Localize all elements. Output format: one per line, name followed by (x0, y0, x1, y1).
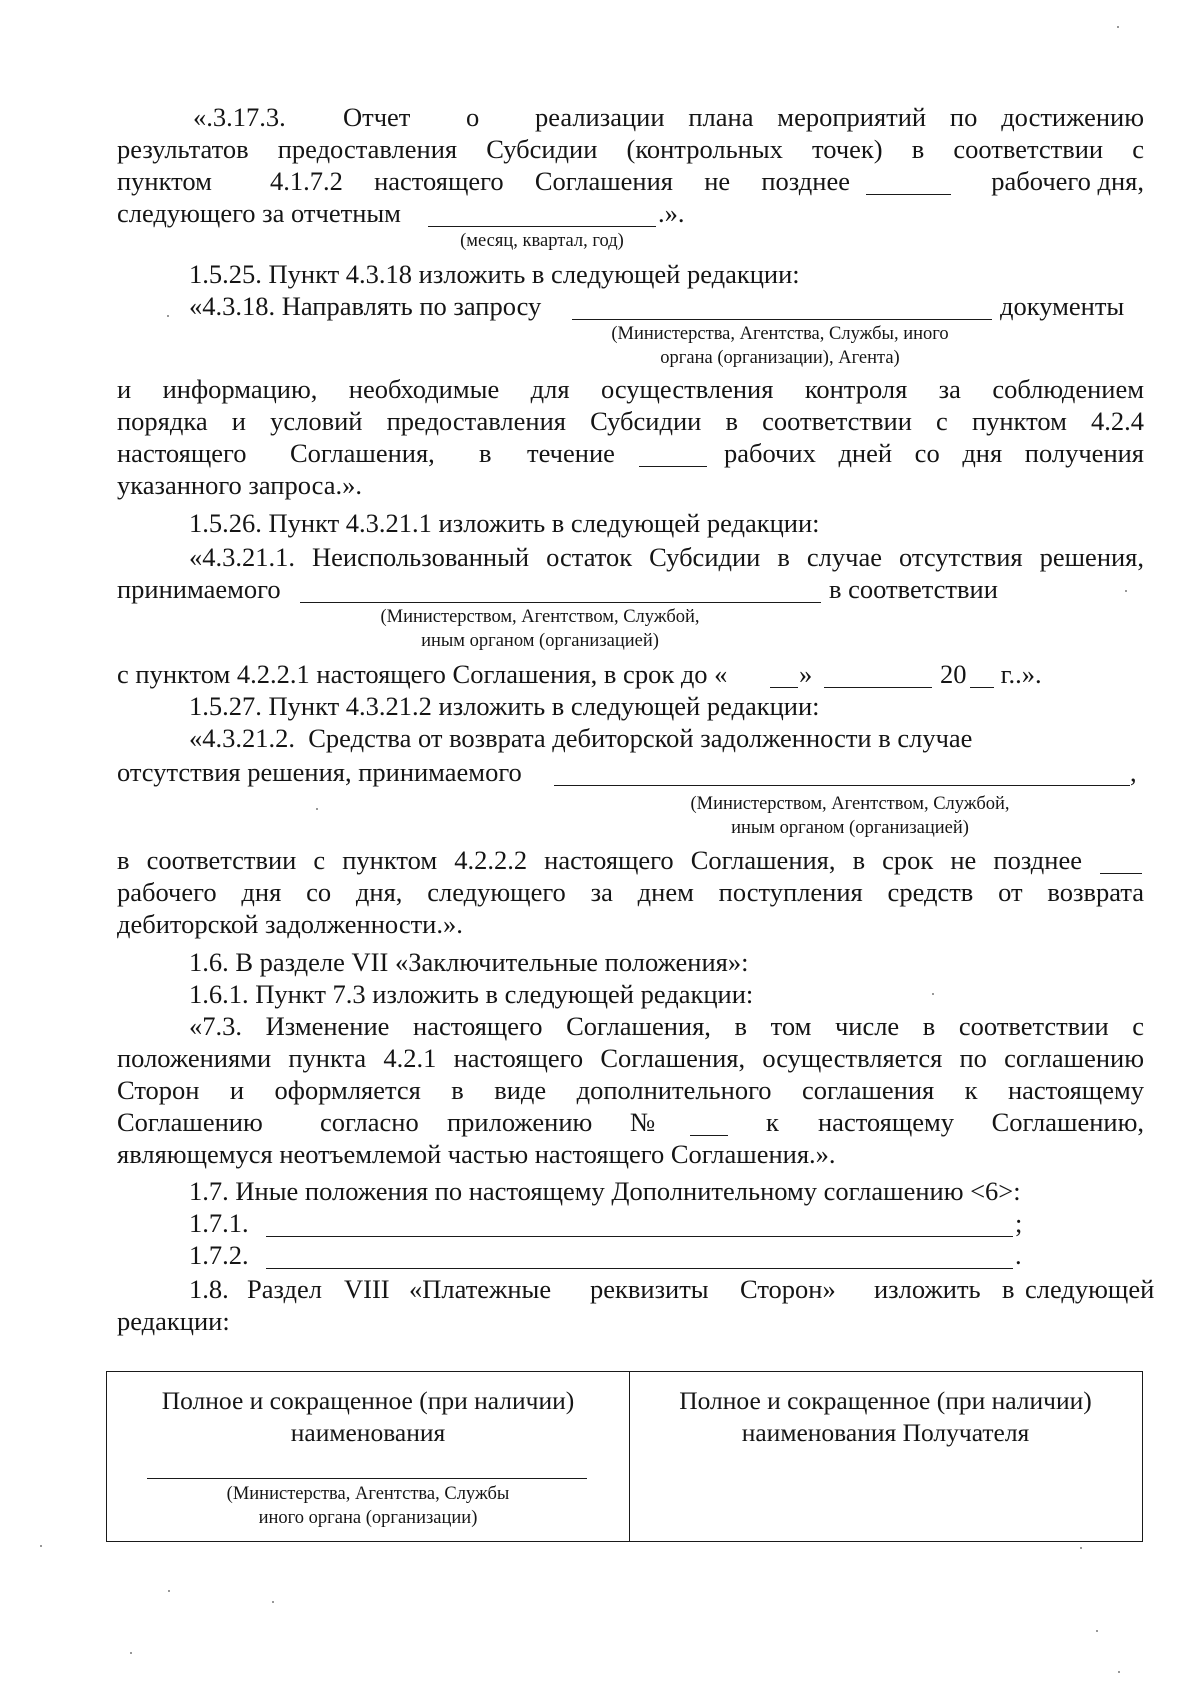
p3-caption-1: (Министерством, Агентством, Службой, (380, 607, 700, 627)
p5-heading-2: 1.6.1. Пункт 7.3 изложить в следующей редакции: (189, 979, 754, 1009)
p6-item1-label: 1.7.1. (189, 1208, 249, 1238)
p4-line4: рабочего дня со дня, следующего за днем поступления средств от возврата (117, 877, 1144, 907)
p2-line1-pre: «4.3.18. Направлять по запросу (189, 291, 542, 321)
p4-line2-pre: отсутствия решения, принимаемого (117, 757, 522, 787)
scan-speck (40, 1545, 42, 1547)
p5-body-3: Сторон и оформляется в виде дополнительного соглашения к настоящему (117, 1075, 1144, 1105)
p5-line4-w6: настоящему (818, 1107, 955, 1137)
p2-body-2: порядка и условий предоставления Субсидии в соответствии с пунктом 4.2.4 (117, 406, 1144, 436)
p2-line3-w2: Соглашения, (290, 438, 435, 468)
p5-body-2: положениями пункта 4.2.1 настоящего Соглашения, осуществляется по соглашению (117, 1043, 1144, 1073)
left-cell-caption-1: (Министерства, Агентства, Службы (226, 1484, 510, 1504)
p4-caption-2: иным органом (организацией) (731, 818, 969, 838)
scan-speck (1117, 26, 1119, 28)
p7-line2: редакции: (117, 1306, 230, 1336)
p5-line4-w3: приложению (447, 1107, 593, 1137)
p1-w2: Отчет (343, 102, 411, 132)
p7-w5: реквизиты (590, 1274, 709, 1304)
p7-w1: 1.8. (189, 1274, 229, 1304)
p4-line3: в соответствии с пунктом 4.2.2.2 настоящего Соглашения, в срок не позднее (117, 845, 1082, 875)
p1-line4-post: .». (658, 198, 685, 228)
p5-line4-w2: согласно (320, 1107, 419, 1137)
p3-line3-day-blank (770, 687, 798, 688)
left-cell-line-2: наименования (290, 1418, 446, 1447)
p7-w6: Сторон» (740, 1274, 836, 1304)
p7-w8: в (1002, 1274, 1015, 1304)
p5-body-1: «7.3. Изменение настоящего Соглашения, в том числе в соответствии с (189, 1011, 1144, 1041)
p3-line3-month-blank (824, 687, 932, 688)
p1-w1: «.3.17.3. (193, 102, 286, 132)
p1-line3-w4: рабочего дня, (991, 166, 1144, 196)
p2-line1-blank (572, 319, 992, 320)
scan-speck (167, 315, 169, 317)
p2-caption-1: (Министерства, Агентства, Службы, иного (611, 324, 949, 344)
p1-caption: (месяц, квартал, год) (460, 231, 624, 251)
p2-line3-blank (639, 466, 707, 467)
scan-speck (932, 993, 934, 995)
p7-w9: следующей (1025, 1274, 1155, 1304)
p6-item2-end: . (1015, 1240, 1022, 1270)
p4-heading: 1.5.27. Пункт 4.3.21.2 изложить в следующей редакции: (189, 691, 820, 721)
p2-line3-w1: настоящего (117, 438, 247, 468)
left-cell-caption-2: иного органа (организации) (258, 1508, 478, 1528)
p1-line3-w1: пунктом (117, 166, 212, 196)
left-cell-line-1: Полное и сокращенное (при наличии) (161, 1386, 575, 1415)
p7-w3: VIII (344, 1274, 390, 1304)
p5-line4-w7: Соглашению, (991, 1107, 1144, 1137)
p1-line2: результатов предоставления Субсидии (контрольных точек) в соответствии с (117, 134, 1144, 164)
p5-line4-blank (690, 1135, 728, 1136)
p3-line3-year-blank (970, 687, 994, 688)
scan-speck (272, 1601, 274, 1603)
p3-line3-d: г..». (994, 659, 1042, 689)
scan-speck (1118, 1671, 1120, 1673)
p4-line3-blank (1100, 873, 1142, 874)
p1-line3-blank (866, 194, 951, 195)
p6-item1-blank (266, 1236, 1013, 1237)
p5-last: являющемуся неотъемлемой частью настоящего Соглашения.». (117, 1139, 836, 1169)
p7-w7: изложить (874, 1274, 981, 1304)
p1-line4-pre: следующего за отчетным (117, 198, 401, 228)
scan-speck (1080, 1547, 1082, 1549)
p2-last: указанного запроса.». (117, 470, 362, 500)
scan-speck (1096, 1630, 1098, 1632)
scan-speck (1125, 590, 1127, 592)
p1-w3: о (466, 102, 480, 132)
p3-line1: «4.3.21.1. Неиспользованный остаток Субсидии в случае отсутствия решения, (189, 542, 1144, 572)
p2-body-1: и информацию, необходимые для осуществления контроля за соблюдением (117, 374, 1144, 404)
p2-line1-post: документы (1000, 291, 1125, 321)
p4-line5: дебиторской задолженности.». (117, 909, 463, 939)
p3-line3-a: с пунктом 4.2.2.1 настоящего Соглашения, в срок до « (117, 659, 728, 689)
p2-line3-w5: рабочих дней со дня получения (724, 438, 1144, 468)
p5-line4-w1: Соглашению (117, 1107, 263, 1137)
scan-speck (130, 1652, 132, 1654)
left-cell-blank (147, 1478, 587, 1479)
p3-heading: 1.5.26. Пункт 4.3.21.1 изложить в следующей редакции: (189, 508, 820, 538)
p6-item2-label: 1.7.2. (189, 1240, 249, 1270)
p6-heading: 1.7. Иные положения по настоящему Дополнительному соглашению <6>: (189, 1176, 1021, 1206)
p4-line2-blank (554, 785, 1130, 786)
p1-line4-blank (428, 226, 656, 227)
p1-w4: реализации плана мероприятий по достижению (535, 102, 1144, 132)
p6-item2-blank (266, 1268, 1013, 1269)
p1-line3-w2: 4.1.7.2 настоящего Соглашения не позднее (270, 166, 850, 196)
p7-w2: Раздел (247, 1274, 322, 1304)
p5-line4-w4: № (630, 1107, 656, 1137)
p5-line4-w5: к (766, 1107, 779, 1137)
p6-item1-end: ; (1015, 1208, 1023, 1238)
p3-line2-blank (300, 602, 821, 603)
p4-caption-1: (Министерством, Агентством, Службой, (690, 794, 1010, 814)
p4-line2-post: , (1130, 757, 1137, 787)
p3-line3-c: 20 (940, 659, 967, 689)
p3-line2-pre: принимаемого (117, 574, 281, 604)
p5-heading-1: 1.6. В разделе VII «Заключительные положения»: (189, 947, 749, 977)
p2-heading: 1.5.25. Пункт 4.3.18 изложить в следующей редакции: (189, 259, 800, 289)
right-cell-line-2: наименования Получателя (741, 1418, 1030, 1447)
right-cell-line-1: Полное и сокращенное (при наличии) (679, 1386, 1092, 1415)
scan-speck (316, 808, 318, 810)
p3-line2-post: в соответствии (829, 574, 998, 604)
requisites-table (106, 1371, 1143, 1542)
p2-caption-2: органа (организации), Агента) (660, 348, 900, 368)
p2-line3-w3: в (479, 438, 492, 468)
p7-w4: «Платежные (409, 1274, 552, 1304)
p3-line3-b: » (799, 659, 813, 689)
p3-caption-2: иным органом (организацией) (421, 631, 659, 651)
scan-speck (168, 1590, 170, 1592)
p4-line1: «4.3.21.2. Средства от возврата дебиторской задолженности в случае (189, 723, 973, 753)
p2-line3-w4: течение (527, 438, 615, 468)
